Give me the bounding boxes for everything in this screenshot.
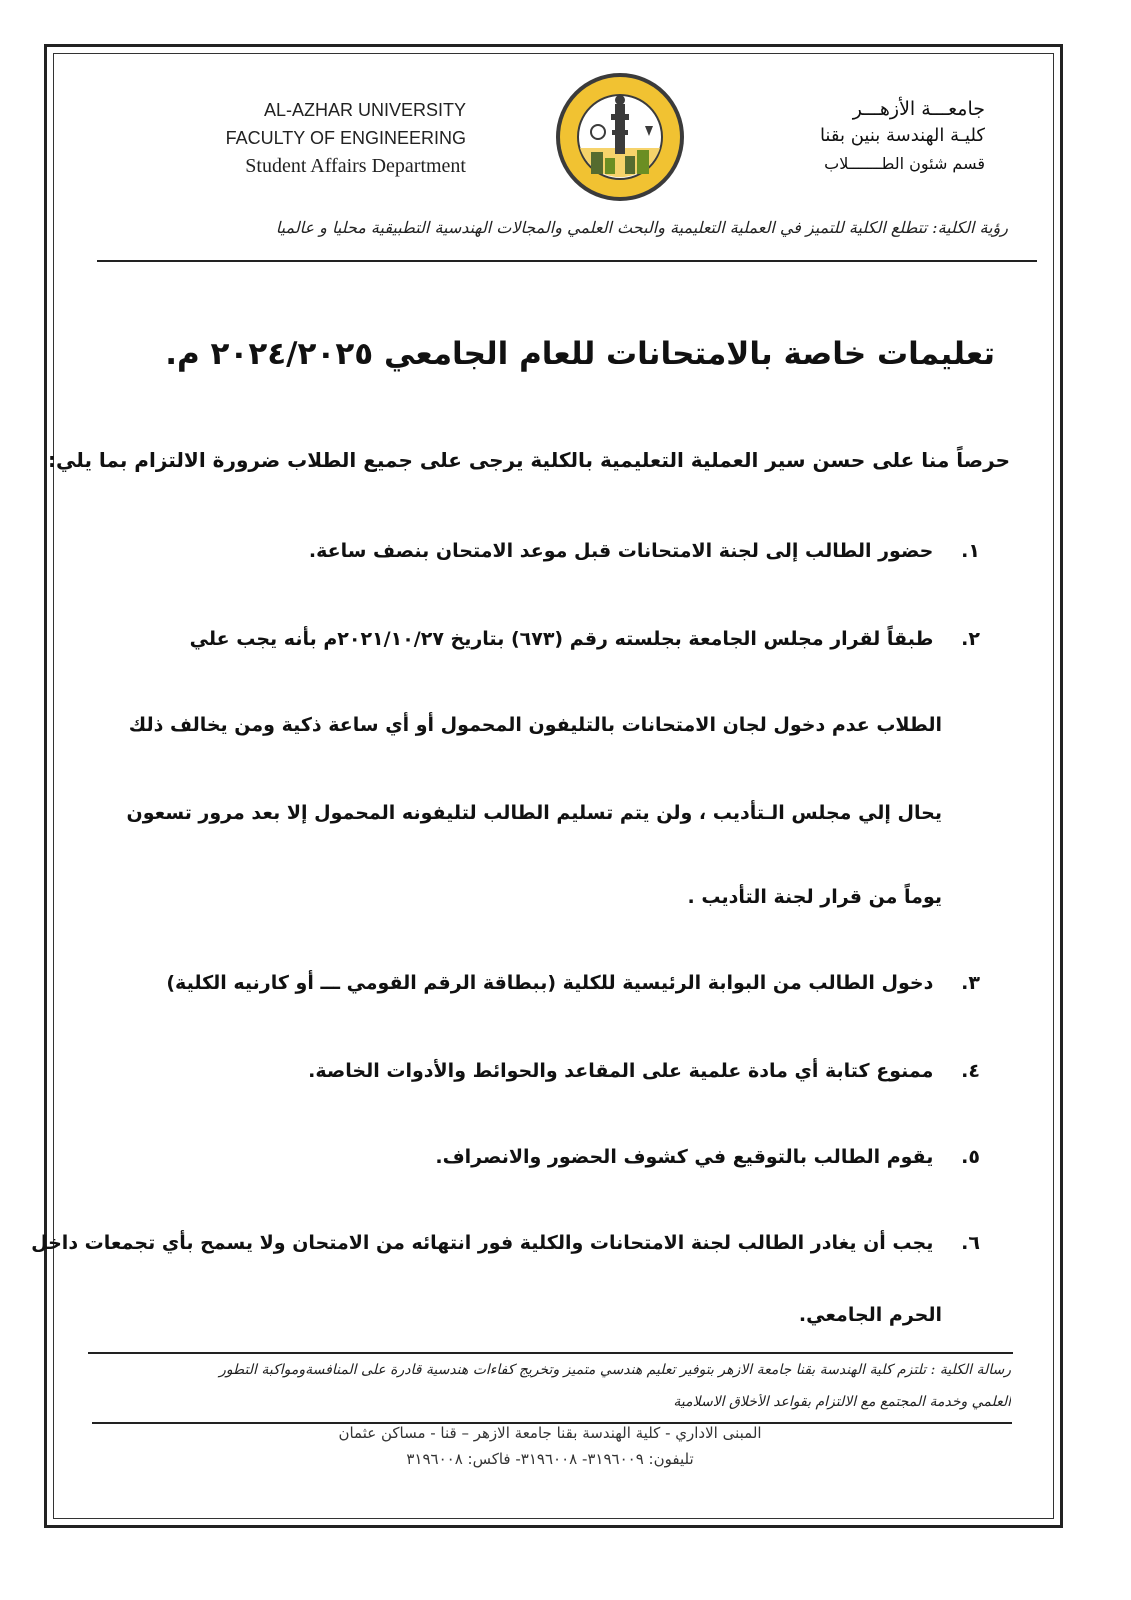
arabic-header xyxy=(740,96,985,178)
footer-address: المبنى الاداري - كلية الهندسة بقنا جامعة الازهر – قنا - مساكن عثمان xyxy=(338,1424,762,1442)
department-name-ar: قسم شئون الطـــــــلاب xyxy=(824,154,985,173)
item-text: حضور الطالب إلى لجنة الامتحانات قبل موعد الامتحان بنصف ساعة. xyxy=(308,540,934,562)
instruction-item-2 xyxy=(86,628,980,650)
item-number: ٤. xyxy=(961,1060,980,1082)
faculty-logo-icon xyxy=(553,70,687,204)
item-text: ممنوع كتابة أي مادة علمية على المقاعد والحوائط والأدوات الخاصة. xyxy=(308,1060,934,1082)
instruction-item-1 xyxy=(100,540,980,562)
mission-divider-top xyxy=(88,1352,1013,1354)
faculty-vision: رؤية الكلية: تتطلع الكلية للتميز في العملية التعليمية والبحث العلمي والمجالات الهندسية التطبيقية محليا و عالميا xyxy=(275,218,1008,237)
university-name-ar: جامعـــة الأزهـــر xyxy=(852,98,985,120)
university-name-en: AL-AZHAR UNIVERSITY xyxy=(263,100,466,120)
instruction-item-5 xyxy=(100,1146,980,1168)
faculty-name-ar: كليـة الهندسة بنين بقنا xyxy=(819,125,985,146)
item-number: ٣. xyxy=(961,972,980,994)
item-text: دخول الطالب من البوابة الرئيسية للكلية (ببطاقة الرقم القومي ـــ أو كارنيه الكلية) xyxy=(166,972,934,994)
item-number: ٢. xyxy=(961,628,980,650)
faculty-logo xyxy=(553,70,687,204)
intro-text: حرصاً منا على حسن سير العملية التعليمية بالكلية يرجى على جميع الطلاب ضرورة الالتزام بما يلي: xyxy=(48,448,1010,472)
instruction-item-6 xyxy=(31,1232,980,1254)
item-number: ١. xyxy=(961,540,980,562)
instruction-item-4 xyxy=(100,1060,980,1082)
instruction-item-2-line-4: يوماً من قرار لجنة التأديب . xyxy=(687,886,942,908)
department-name-en: Student Affairs Department xyxy=(245,155,466,177)
instruction-item-2-line-2: الطلاب عدم دخول لجان الامتحانات بالتليفون المحمول أو أي ساعة ذكية ومن يخالف ذلك xyxy=(128,714,942,736)
instruction-item-2-line-3: يحال إلي مجلس الـتأديب ، ولن يتم تسليم الطالب لتليفونه المحمول إلا بعد مرور تسعون xyxy=(126,802,942,824)
faculty-mission-line-2: العلمي وخدمة المجتمع مع الالتزام بقواعد الأخلاق الاسلامية xyxy=(673,1394,1011,1410)
item-text: يقوم الطالب بالتوقيع في كشوف الحضور والانصراف. xyxy=(435,1146,934,1168)
item-text: يجب أن يغادر الطالب لجنة الامتحانات والكلية فور انتهائه من الامتحان ولا يسمح بأي تجمعات داخل xyxy=(31,1232,934,1254)
header-divider xyxy=(97,260,1037,262)
instruction-item-6-line-2: الحرم الجامعي. xyxy=(798,1304,942,1326)
item-number: ٦. xyxy=(961,1232,980,1254)
english-header xyxy=(196,96,466,180)
item-number: ٥. xyxy=(961,1146,980,1168)
item-text: طبقاً لقرار مجلس الجامعة بجلسته رقم (٦٧٣) بتاريخ ٢٠٢١/١٠/٢٧م بأنه يجب علي xyxy=(189,628,934,650)
footer-phones: تليفون: ٣١٩٦٠٠٩- ٣١٩٦٠٠٨- فاكس: ٣١٩٦٠٠٨ xyxy=(406,1450,694,1468)
faculty-mission-line-1: رسالة الكلية : تلتزم كلية الهندسة بقنا جامعة الازهر بتوفير تعليم هندسي متميز وتخريج كفاءات هندسية قادرة على المنافسةومواكبة التطور xyxy=(219,1362,1011,1378)
page-title: تعليمات خاصة بالامتحانات للعام الجامعي ٢٠٢٤/٢٠٢٥ م. xyxy=(165,336,995,372)
faculty-name-en: FACULTY OF ENGINEERING xyxy=(225,128,466,148)
page-border-inner xyxy=(48,53,1054,1519)
instruction-item-3 xyxy=(100,972,980,994)
